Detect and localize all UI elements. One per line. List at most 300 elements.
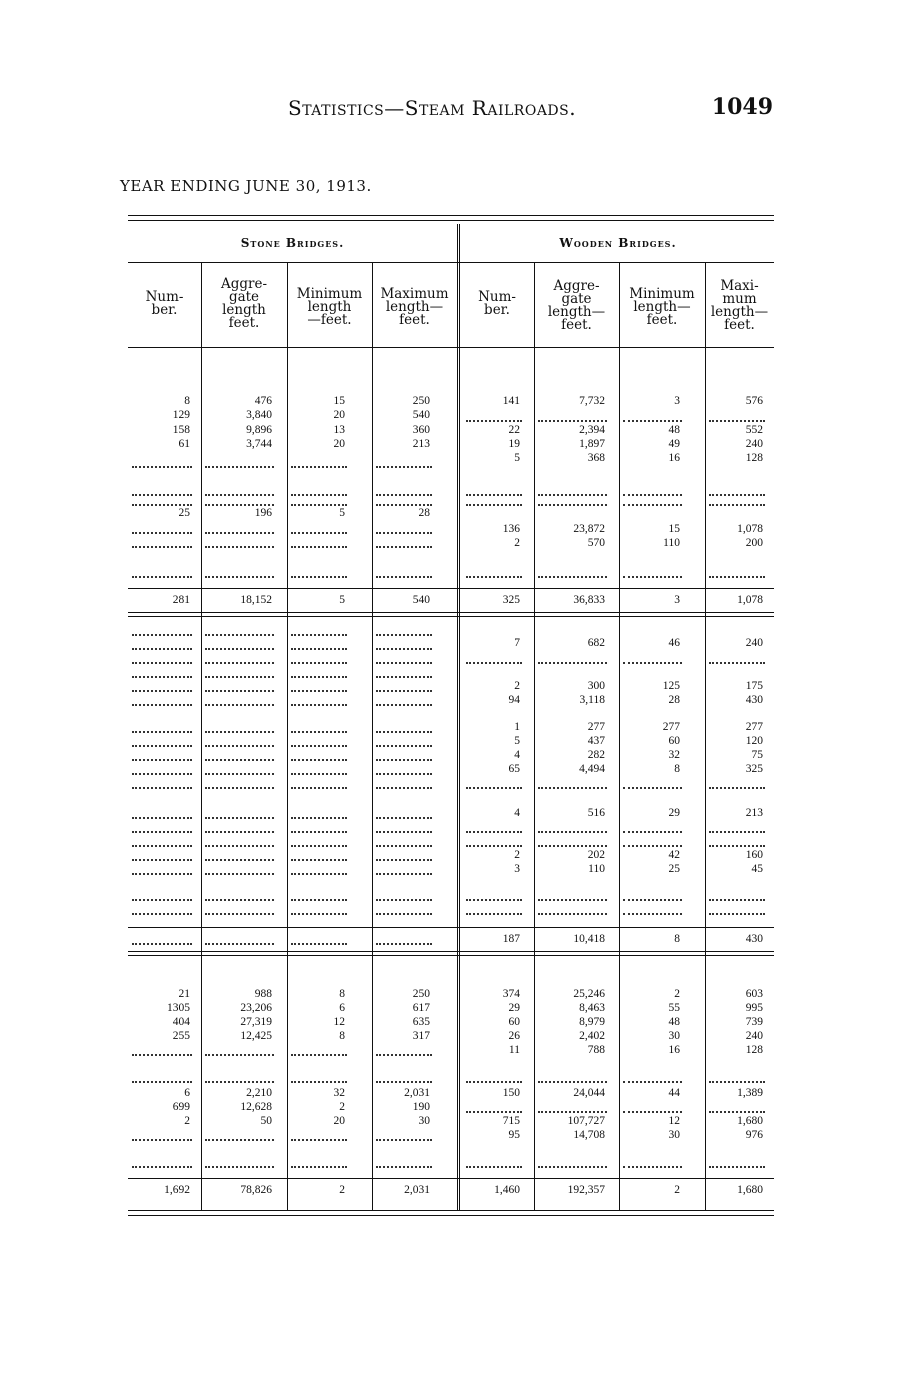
dot-leader — [709, 913, 765, 915]
table-cell: 8 — [184, 395, 190, 407]
table-cell: 8 — [674, 933, 680, 945]
table-cell: 120 — [745, 735, 763, 747]
table-cell: 2,031 — [404, 1087, 430, 1099]
dot-leader — [132, 831, 192, 833]
dot-leader — [376, 831, 432, 833]
table-cell: 1 — [514, 721, 520, 733]
dot-leader — [538, 1111, 607, 1113]
dot-leader — [709, 662, 765, 664]
table-cell: 2,210 — [246, 1087, 272, 1099]
dot-leader — [132, 576, 192, 578]
dot-leader — [205, 899, 274, 901]
table-cell: 1,460 — [494, 1184, 520, 1196]
table-cell: 12 — [668, 1115, 680, 1127]
table-cell: 617 — [412, 1002, 430, 1014]
dot-leader — [623, 913, 682, 915]
dot-leader — [376, 532, 432, 534]
dot-leader — [466, 494, 522, 496]
dot-leader — [132, 817, 192, 819]
dot-leader — [205, 1081, 274, 1083]
table-cell: 48 — [668, 424, 680, 436]
table-cell: 2 — [339, 1184, 345, 1196]
dot-leader — [623, 504, 682, 506]
dot-leader — [466, 899, 522, 901]
dot-leader — [205, 1139, 274, 1141]
dot-leader — [132, 899, 192, 901]
dot-leader — [205, 773, 274, 775]
table-cell: 360 — [412, 424, 430, 436]
dot-leader — [291, 745, 347, 747]
table-cell: 20 — [333, 1115, 345, 1127]
table-cell: 45 — [751, 863, 763, 875]
table-cell: 682 — [587, 637, 605, 649]
dot-leader — [466, 420, 522, 422]
dot-leader — [709, 1081, 765, 1083]
dot-leader — [709, 899, 765, 901]
table-cell: 11 — [508, 1044, 520, 1056]
table-cell: 2 — [339, 1101, 345, 1113]
dot-leader — [132, 787, 192, 789]
stone-bridges-header: Stone Bridges. — [240, 236, 345, 250]
table-cell: 4 — [514, 749, 520, 761]
dot-leader — [376, 634, 432, 636]
table-cell: 6 — [339, 1002, 345, 1014]
dot-leader — [291, 943, 347, 945]
table-cell: 8 — [674, 763, 680, 775]
dot-leader — [376, 648, 432, 650]
dot-leader — [466, 913, 522, 915]
dot-leader — [132, 662, 192, 664]
col-header-stone-number: Num- ber. — [145, 289, 184, 318]
table-cell: 60 — [508, 1016, 520, 1028]
table-cell: 715 — [502, 1115, 520, 1127]
table-cell: 300 — [587, 680, 605, 692]
dot-leader — [376, 1054, 432, 1056]
dot-leader — [538, 420, 607, 422]
table-cell: 2,031 — [404, 1184, 430, 1196]
dot-leader — [538, 576, 607, 578]
table-cell: 437 — [587, 735, 605, 747]
table-cell: 4 — [514, 807, 520, 819]
dot-leader — [376, 759, 432, 761]
table-cell: 430 — [745, 694, 763, 706]
table-cell: 160 — [745, 849, 763, 861]
dot-leader — [291, 494, 347, 496]
dot-leader — [291, 634, 347, 636]
dot-leader — [132, 759, 192, 761]
table-cell: 5 — [514, 735, 520, 747]
dot-leader — [291, 704, 347, 706]
dot-leader — [205, 859, 274, 861]
dot-leader — [538, 662, 607, 664]
table-cell: 12,425 — [240, 1030, 272, 1042]
dot-leader — [205, 943, 274, 945]
table-cell: 95 — [508, 1129, 520, 1141]
table-cell: 150 — [502, 1087, 520, 1099]
table-cell: 78,826 — [240, 1184, 272, 1196]
dot-leader — [538, 831, 607, 833]
dot-leader — [132, 648, 192, 650]
table-cell: 2 — [514, 537, 520, 549]
table-cell: 175 — [745, 680, 763, 692]
table-cell: 49 — [668, 438, 680, 450]
table-cell: 110 — [663, 537, 680, 549]
dot-leader — [709, 494, 765, 496]
table-cell: 281 — [172, 594, 190, 606]
table-cell: 125 — [662, 680, 680, 692]
table-cell: 16 — [668, 1044, 680, 1056]
table-cell: 7,732 — [579, 395, 605, 407]
dot-leader — [709, 787, 765, 789]
dot-leader — [376, 494, 432, 496]
dot-leader — [132, 859, 192, 861]
table-cell: 128 — [745, 452, 763, 464]
table-cell: 50 — [260, 1115, 272, 1127]
table-cell: 19 — [508, 438, 520, 450]
dot-leader — [205, 634, 274, 636]
dot-leader — [376, 466, 432, 468]
table-cell: 325 — [745, 763, 763, 775]
dot-leader — [132, 731, 192, 733]
table-cell: 3,840 — [246, 409, 272, 421]
dot-leader — [291, 845, 347, 847]
table-cell: 22 — [508, 424, 520, 436]
table-cell: 699 — [172, 1101, 190, 1113]
dot-leader — [466, 787, 522, 789]
table-cell: 94 — [508, 694, 520, 706]
dot-leader — [376, 690, 432, 692]
table-cell: 570 — [587, 537, 605, 549]
table-cell: 18,152 — [240, 594, 272, 606]
table-cell: 30 — [668, 1030, 680, 1042]
table-cell: 6 — [184, 1087, 190, 1099]
wooden-bridges-header: Wooden Bridges. — [559, 236, 677, 250]
table-cell: 30 — [418, 1115, 430, 1127]
table-cell: 12,628 — [240, 1101, 272, 1113]
table-cell: 240 — [745, 637, 763, 649]
table-cell: 29 — [508, 1002, 520, 1014]
table-cell: 30 — [668, 1129, 680, 1141]
dot-leader — [623, 899, 682, 901]
table-cell: 55 — [668, 1002, 680, 1014]
dot-leader — [291, 662, 347, 664]
dot-leader — [205, 546, 274, 548]
table-cell: 21 — [178, 988, 190, 1000]
table-cell: 25,246 — [573, 988, 605, 1000]
dot-leader — [132, 845, 192, 847]
table-cell: 2 — [514, 680, 520, 692]
dot-leader — [205, 745, 274, 747]
table-cell: 16 — [668, 452, 680, 464]
dot-leader — [623, 662, 682, 664]
dot-leader — [291, 787, 347, 789]
table-cell: 250 — [412, 988, 430, 1000]
dot-leader — [132, 546, 192, 548]
table-cell: 8,979 — [579, 1016, 605, 1028]
dot-leader — [466, 1111, 522, 1113]
table-cell: 255 — [172, 1030, 190, 1042]
dot-leader — [376, 1139, 432, 1141]
table-cell: 23,206 — [240, 1002, 272, 1014]
dot-leader — [132, 634, 192, 636]
table-cell: 240 — [745, 1030, 763, 1042]
table-cell: 368 — [587, 452, 605, 464]
dot-leader — [376, 859, 432, 861]
table-cell: 1,078 — [737, 594, 763, 606]
table-cell: 2 — [514, 849, 520, 861]
dot-leader — [205, 873, 274, 875]
table-cell: 29 — [668, 807, 680, 819]
table-cell: 374 — [502, 988, 520, 1000]
table-cell: 42 — [668, 849, 680, 861]
dot-leader — [291, 859, 347, 861]
table-cell: 1,692 — [164, 1184, 190, 1196]
dot-leader — [709, 576, 765, 578]
table-cell: 128 — [745, 1044, 763, 1056]
table-cell: 1,389 — [737, 1087, 763, 1099]
table-cell: 7 — [514, 637, 520, 649]
dot-leader — [132, 745, 192, 747]
dot-leader — [376, 704, 432, 706]
dot-leader — [466, 504, 522, 506]
table-cell: 788 — [587, 1044, 605, 1056]
dot-leader — [538, 504, 607, 506]
table-cell: 192,357 — [567, 1184, 605, 1196]
dot-leader — [132, 504, 192, 506]
table-cell: 187 — [502, 933, 520, 945]
dot-leader — [538, 1166, 607, 1168]
table-cell: 5 — [339, 507, 345, 519]
dot-leader — [376, 817, 432, 819]
dot-leader — [538, 845, 607, 847]
dot-leader — [132, 1081, 192, 1083]
dot-leader — [291, 913, 347, 915]
dot-leader — [205, 504, 274, 506]
dot-leader — [205, 690, 274, 692]
table-cell: 10,418 — [573, 933, 605, 945]
table-cell: 277 — [587, 721, 605, 733]
table-cell: 15 — [668, 523, 680, 535]
dot-leader — [376, 745, 432, 747]
dot-leader — [376, 662, 432, 664]
table-cell: 32 — [333, 1087, 345, 1099]
dot-leader — [466, 662, 522, 664]
table-cell: 202 — [587, 849, 605, 861]
table-cell: 540 — [412, 594, 430, 606]
table-cell: 28 — [418, 507, 430, 519]
dot-leader — [205, 731, 274, 733]
dot-leader — [291, 1054, 347, 1056]
dot-leader — [205, 576, 274, 578]
table-cell: 27,319 — [240, 1016, 272, 1028]
table-cell: 25 — [668, 863, 680, 875]
dot-leader — [291, 576, 347, 578]
dot-leader — [376, 943, 432, 945]
dot-leader — [205, 831, 274, 833]
dot-leader — [709, 420, 765, 422]
table-cell: 196 — [254, 507, 272, 519]
dot-leader — [709, 845, 765, 847]
dot-leader — [132, 676, 192, 678]
dot-leader — [466, 1166, 522, 1168]
table-cell: 15 — [333, 395, 345, 407]
dot-leader — [623, 787, 682, 789]
dot-leader — [132, 466, 192, 468]
table-cell: 65 — [508, 763, 520, 775]
table-cell: 1,078 — [737, 523, 763, 535]
table-cell: 158 — [172, 424, 190, 436]
dot-leader — [291, 817, 347, 819]
table-cell: 107,727 — [567, 1115, 605, 1127]
dot-leader — [538, 899, 607, 901]
dot-leader — [205, 817, 274, 819]
dot-leader — [205, 1166, 274, 1168]
table-cell: 110 — [588, 863, 605, 875]
dot-leader — [132, 943, 192, 945]
dot-leader — [376, 873, 432, 875]
table-cell: 430 — [745, 933, 763, 945]
table-cell: 4,494 — [579, 763, 605, 775]
dot-leader — [132, 690, 192, 692]
dot-leader — [132, 1054, 192, 1056]
table-cell: 635 — [412, 1016, 430, 1028]
dot-leader — [132, 1139, 192, 1141]
dot-leader — [376, 504, 432, 506]
table-cell: 8,463 — [579, 1002, 605, 1014]
dot-leader — [132, 494, 192, 496]
dot-leader — [538, 1081, 607, 1083]
dot-leader — [291, 648, 347, 650]
dot-leader — [376, 676, 432, 678]
page-number: 1049 — [711, 94, 773, 120]
dot-leader — [291, 676, 347, 678]
dot-leader — [291, 690, 347, 692]
dot-leader — [376, 899, 432, 901]
table-cell: 603 — [745, 988, 763, 1000]
table-cell: 36,833 — [573, 594, 605, 606]
col-header-wooden-maximum: Maxi- mum length— feet. — [710, 278, 769, 333]
table-cell: 25 — [178, 507, 190, 519]
table-cell: 75 — [751, 749, 763, 761]
dot-leader — [132, 873, 192, 875]
table-cell: 3,118 — [579, 694, 605, 706]
table-cell: 23,872 — [573, 523, 605, 535]
dot-leader — [205, 759, 274, 761]
table-cell: 1,680 — [737, 1184, 763, 1196]
table-cell: 976 — [745, 1129, 763, 1141]
table-cell: 3 — [674, 395, 680, 407]
dot-leader — [132, 532, 192, 534]
table-cell: 20 — [333, 438, 345, 450]
table-cell: 48 — [668, 1016, 680, 1028]
table-cell: 44 — [668, 1087, 680, 1099]
table-cell: 317 — [412, 1030, 430, 1042]
table-cell: 12 — [333, 1016, 345, 1028]
table-cell: 277 — [662, 721, 680, 733]
col-header-stone-maximum: Maximum length— feet. — [380, 286, 449, 328]
table-cell: 540 — [412, 409, 430, 421]
dot-leader — [132, 773, 192, 775]
table-cell: 3 — [514, 863, 520, 875]
year-line: YEAR ENDING JUNE 30, 1913. — [120, 177, 372, 195]
table-cell: 213 — [412, 438, 430, 450]
table-cell: 282 — [587, 749, 605, 761]
dot-leader — [376, 787, 432, 789]
table-cell: 2 — [674, 1184, 680, 1196]
dot-leader — [132, 704, 192, 706]
dot-leader — [538, 913, 607, 915]
col-header-wooden-aggregate: Aggre- gate length— feet. — [547, 278, 606, 333]
table-cell: 988 — [254, 988, 272, 1000]
dot-leader — [132, 913, 192, 915]
dot-leader — [205, 913, 274, 915]
dot-leader — [538, 787, 607, 789]
table-cell: 5 — [514, 452, 520, 464]
table-cell: 136 — [502, 523, 520, 535]
dot-leader — [538, 494, 607, 496]
dot-leader — [623, 845, 682, 847]
table-cell: 14,708 — [573, 1129, 605, 1141]
table-cell: 9,896 — [246, 424, 272, 436]
dot-leader — [623, 1111, 682, 1113]
dot-leader — [291, 873, 347, 875]
table-cell: 277 — [745, 721, 763, 733]
dot-leader — [623, 1166, 682, 1168]
col-header-wooden-minimum: Minimum length— feet. — [629, 286, 695, 328]
dot-leader — [466, 1081, 522, 1083]
dot-leader — [291, 831, 347, 833]
dot-leader — [623, 420, 682, 422]
table-cell: 2,402 — [579, 1030, 605, 1042]
dot-leader — [709, 1166, 765, 1168]
table-cell: 576 — [745, 395, 763, 407]
dot-leader — [132, 1166, 192, 1168]
table-cell: 240 — [745, 438, 763, 450]
table-cell: 476 — [254, 395, 272, 407]
table-cell: 60 — [668, 735, 680, 747]
dot-leader — [376, 546, 432, 548]
table-cell: 2 — [184, 1115, 190, 1127]
table-cell: 20 — [333, 409, 345, 421]
dot-leader — [291, 466, 347, 468]
dot-leader — [291, 731, 347, 733]
dot-leader — [376, 731, 432, 733]
dot-leader — [376, 576, 432, 578]
dot-leader — [376, 913, 432, 915]
table-cell: 190 — [412, 1101, 430, 1113]
dot-leader — [466, 576, 522, 578]
dot-leader — [709, 1111, 765, 1113]
dot-leader — [466, 831, 522, 833]
dot-leader — [205, 494, 274, 496]
dot-leader — [291, 759, 347, 761]
dot-leader — [376, 1081, 432, 1083]
table-cell: 141 — [502, 395, 520, 407]
dot-leader — [709, 831, 765, 833]
table-cell: 2 — [674, 988, 680, 1000]
table-cell: 46 — [668, 637, 680, 649]
dot-leader — [205, 532, 274, 534]
dot-leader — [205, 787, 274, 789]
dot-leader — [623, 494, 682, 496]
dot-leader — [205, 1054, 274, 1056]
table-cell: 552 — [745, 424, 763, 436]
col-header-wooden-number: Num- ber. — [478, 289, 516, 318]
dot-leader — [623, 576, 682, 578]
dot-leader — [205, 648, 274, 650]
table-cell: 24,044 — [573, 1087, 605, 1099]
dot-leader — [205, 662, 274, 664]
